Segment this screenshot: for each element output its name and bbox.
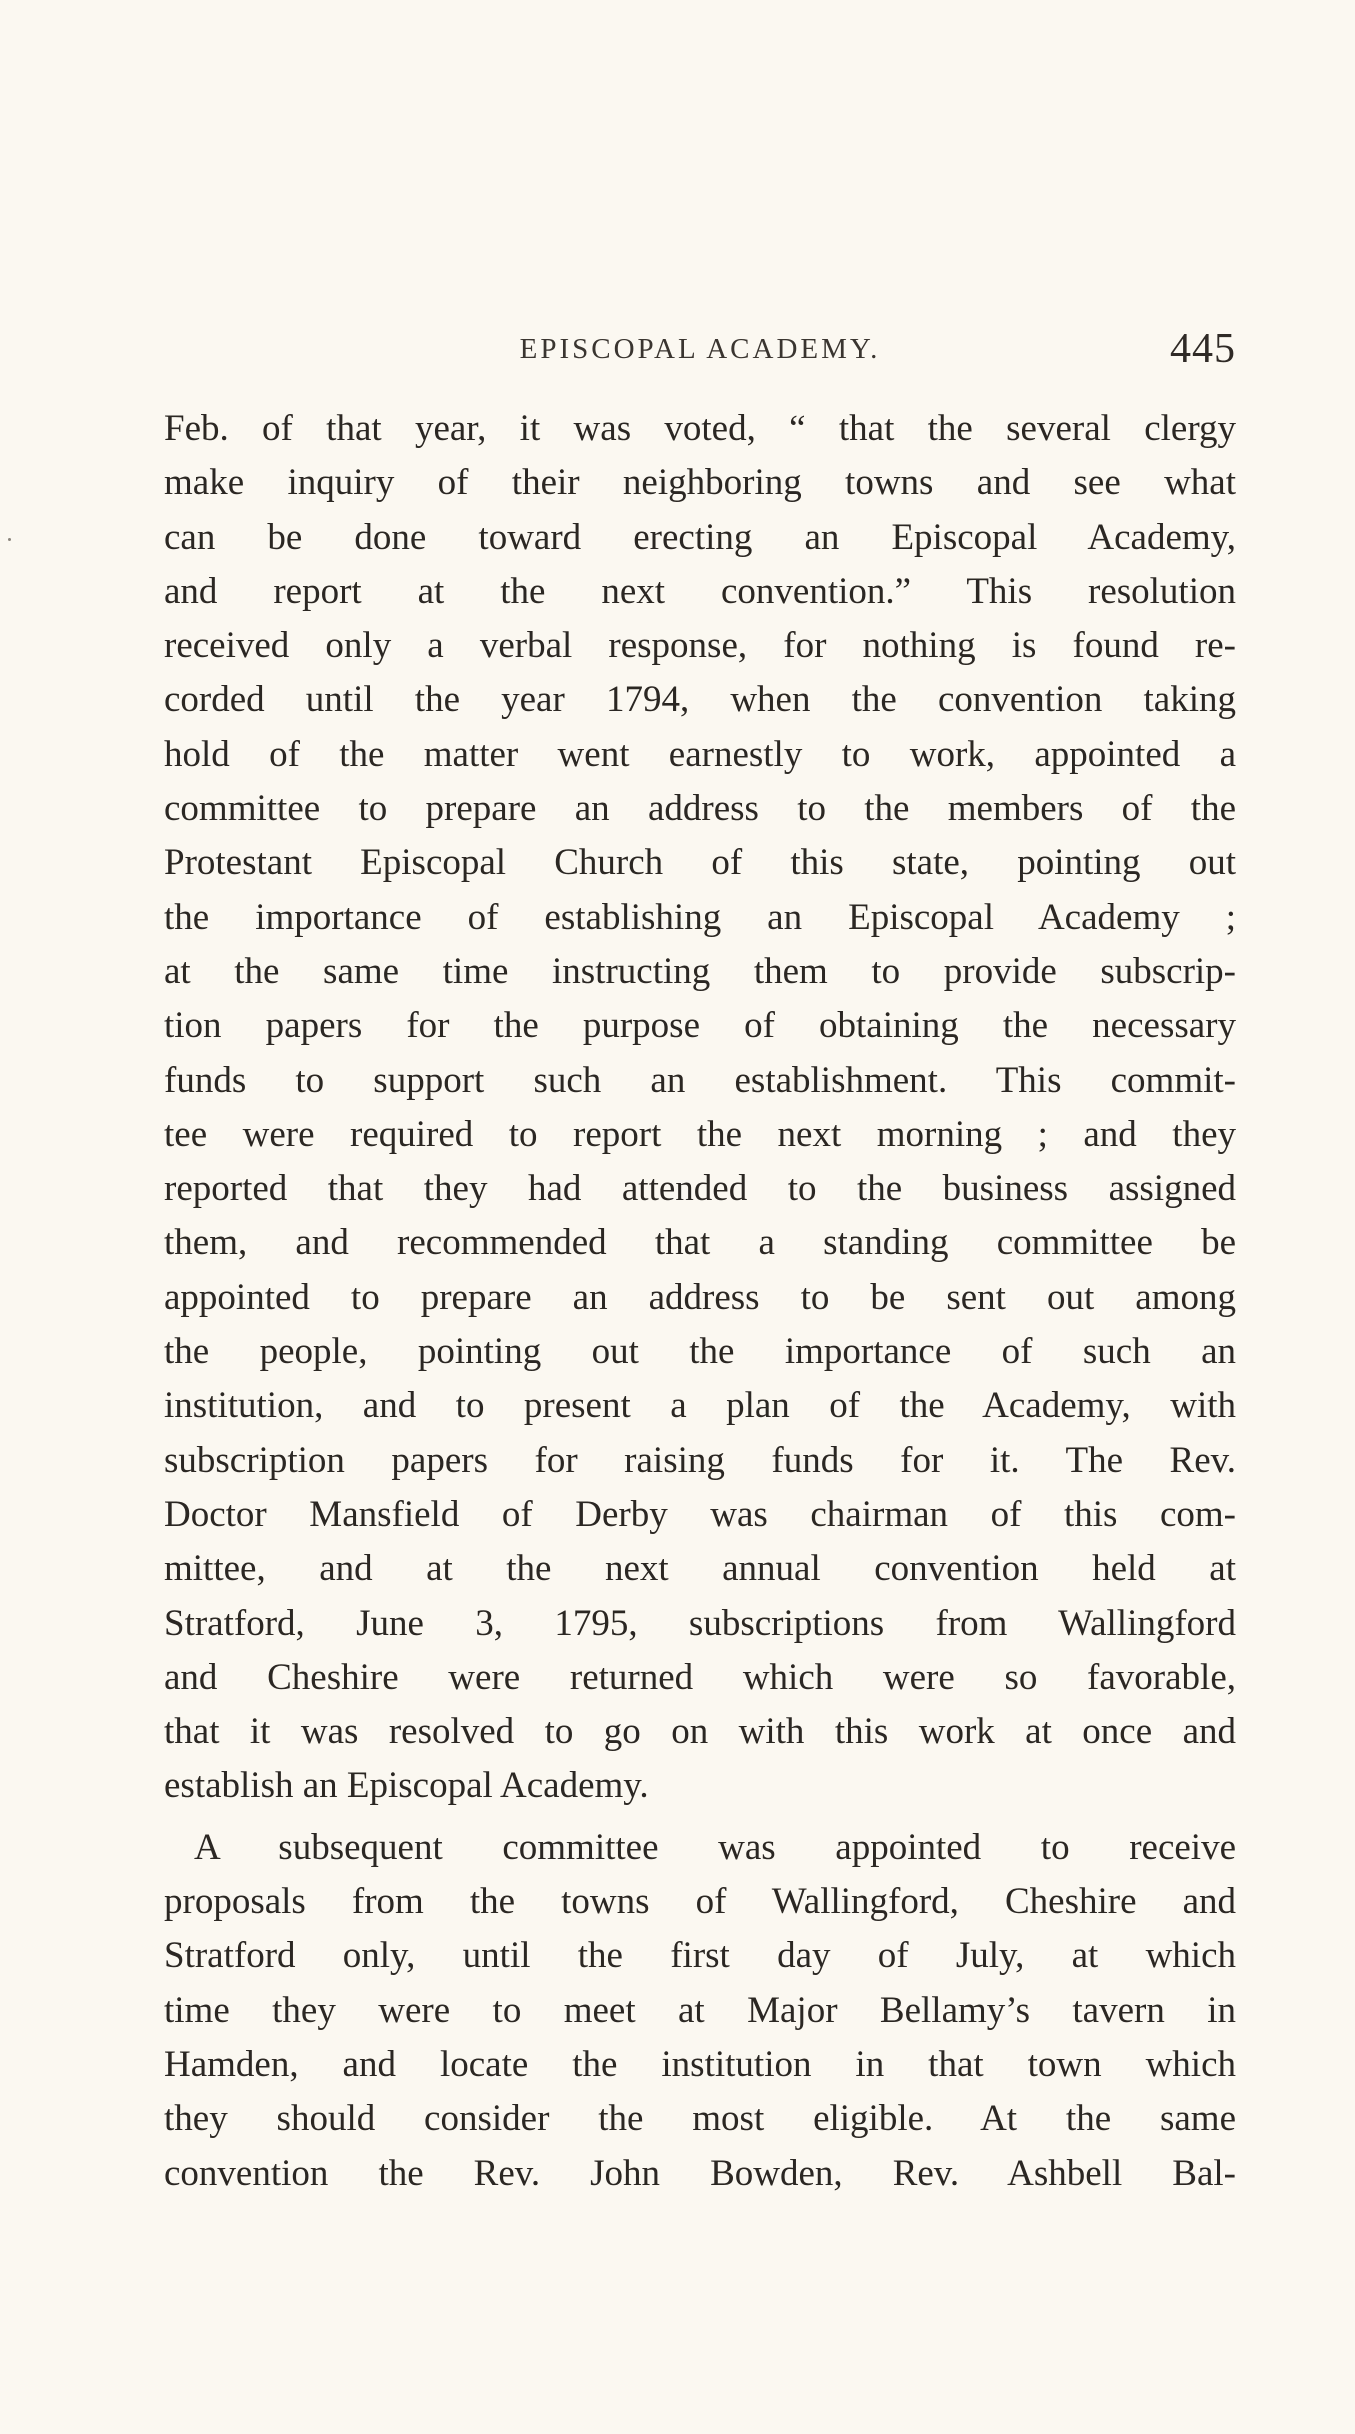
paragraph-1 <box>164 402 1236 1814</box>
text-line: corded until the year 1794, when the convention taking <box>164 679 1236 721</box>
text-line: received only a verbal response, for nothing is found re- <box>164 625 1236 667</box>
text-line: funds to support such an establishment. This commit- <box>164 1059 1236 1101</box>
running-title: EPISCOPAL ACADEMY. <box>519 333 881 365</box>
text-line: they should consider the most eligible. At the same <box>164 2098 1236 2140</box>
text-line: that it was resolved to go on with this work at once and <box>164 1711 1236 1753</box>
text-line: proposals from the towns of Wallingford, Cheshire and <box>164 1881 1236 1923</box>
text-line: them, and recommended that a standing committee be <box>164 1222 1236 1264</box>
text-line: Doctor Mansfield of Derby was chairman of this com- <box>164 1493 1236 1535</box>
text-line: institution, and to present a plan of the Academy, with <box>164 1385 1236 1427</box>
text-line: reported that they had attended to the business assigned <box>164 1168 1236 1210</box>
text-line: and Cheshire were returned which were so favorable, <box>164 1656 1236 1698</box>
text-line: A subsequent committee was appointed to receive <box>194 1826 1236 1868</box>
running-head <box>164 325 1236 385</box>
text-line: committee to prepare an address to the members of the <box>164 788 1236 830</box>
page-number: 445 <box>1170 326 1236 372</box>
text-line: Protestant Episcopal Church of this state, pointing out <box>164 842 1236 884</box>
body-text <box>164 402 1236 2201</box>
text-line: Stratford only, until the first day of July, at which <box>164 1935 1236 1977</box>
text-line: establish an Episcopal Academy. <box>164 1765 649 1807</box>
paragraph-gap <box>164 1814 1236 1821</box>
text-line: Hamden, and locate the institution in that town which <box>164 2043 1236 2085</box>
text-line: hold of the matter went earnestly to work, appointed a <box>164 733 1236 775</box>
text-line: convention the Rev. John Bowden, Rev. Ashbell Bal- <box>164 2152 1236 2194</box>
text-line: Stratford, June 3, 1795, subscriptions from Wallingford <box>164 1602 1236 1644</box>
text-line: mittee, and at the next annual convention held at <box>164 1548 1236 1590</box>
text-line: tion papers for the purpose of obtaining the necessary <box>164 1005 1236 1047</box>
text-line: and report at the next convention.” This resolution <box>164 570 1236 612</box>
margin-speck <box>8 538 11 541</box>
text-line: at the same time instructing them to provide subscrip- <box>164 950 1236 992</box>
text-line: Feb. of that year, it was voted, “ that the several clergy <box>164 408 1236 449</box>
text-line: appointed to prepare an address to be sent out among <box>164 1276 1236 1318</box>
text-line: time they were to meet at Major Bellamy’s tavern in <box>164 1989 1236 2031</box>
text-line: tee were required to report the next morning ; and they <box>164 1113 1236 1155</box>
text-line: the people, pointing out the importance of such an <box>164 1331 1236 1373</box>
paragraph-2 <box>164 1821 1236 2201</box>
text-line: can be done toward erecting an Episcopal Academy, <box>164 516 1236 558</box>
text-line: the importance of establishing an Episcopal Academy ; <box>164 896 1236 938</box>
text-line: make inquiry of their neighboring towns and see what <box>164 462 1236 504</box>
text-line: subscription papers for raising funds for it. The Rev. <box>164 1439 1236 1481</box>
